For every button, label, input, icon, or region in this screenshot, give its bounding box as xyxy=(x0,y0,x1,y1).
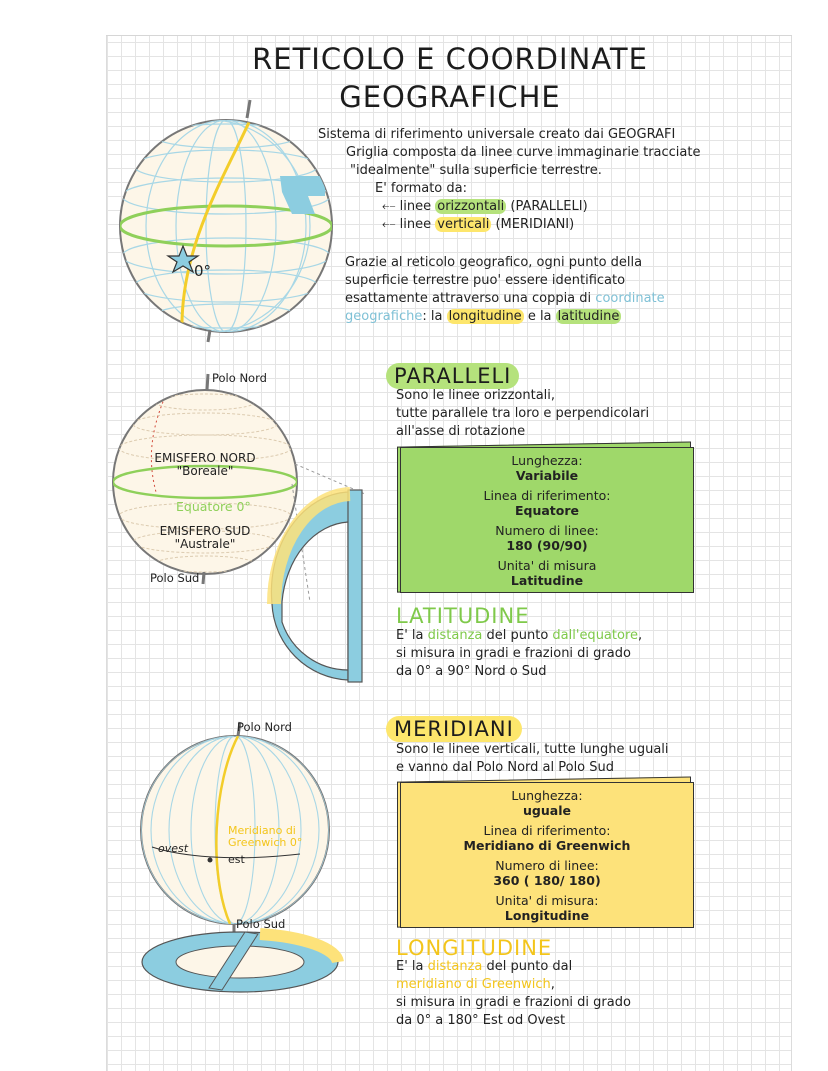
meridiani-card-value-2: 360 ( 180/ 180) xyxy=(493,872,601,888)
intro-line1: Sistema di riferimento universale creato dai GEOGRAFI xyxy=(318,127,676,142)
meridiani-heading: MERIDIANI xyxy=(386,716,522,742)
globe-body xyxy=(120,120,332,332)
intro-item-meridiani: ⤌ linee verticali (MERIDIANI) xyxy=(382,217,575,232)
meridiani-desc-line2: e vanno dal Polo Nord al Polo Sud xyxy=(396,760,615,775)
globe-zero-label: 0° xyxy=(194,262,212,280)
longitudine-line1: E' la distanza del punto dal xyxy=(396,959,573,974)
longitudine-line3: si misura in gradi e frazioni di grado xyxy=(396,995,631,1010)
hemisphere-south-label: EMISFERO SUD xyxy=(159,524,251,538)
latitudine-heading: LATITUDINE xyxy=(396,604,530,628)
paralleli-desc-line2: tutte parallele tra loro e perpendicolari xyxy=(396,406,650,421)
meridiani-card-label-3: Unita' di misura: xyxy=(495,892,599,908)
round-protractor-icon xyxy=(142,932,338,992)
paralleli-card-value-1: Equatore xyxy=(514,502,580,518)
longitudine-line4: da 0° a 180° Est od Ovest xyxy=(396,1013,566,1028)
south-pole-label: Polo Sud xyxy=(150,571,200,585)
greenwich-label-line1: Meridiano di xyxy=(228,824,296,837)
globe-meridiani-illustration xyxy=(130,722,350,1042)
latitudine-line2: si misura in gradi e frazioni di grado xyxy=(396,646,631,661)
meridiani-card-value-1: Meridiano di Greenwich xyxy=(463,837,631,853)
hemisphere-north-alt-label: "Boreale" xyxy=(176,464,234,478)
latitudine-line3: da 0° a 90° Nord o Sud xyxy=(396,664,547,679)
intro-line4: E' formato da: xyxy=(375,181,467,196)
intro-para-line2: superficie terrestre puo' essere identificato xyxy=(345,273,626,288)
west-label: ovest xyxy=(158,842,189,855)
meridiani-north-pole-label: Polo Nord xyxy=(237,720,292,734)
meridiani-card-label-2: Numero di linee: xyxy=(495,857,599,873)
north-pole-label: Polo Nord xyxy=(212,371,267,385)
intro-para-line3: esattamente attraverso una coppia di coordinate xyxy=(345,291,665,306)
latitudine-line1: E' la distanza del punto dall'equatore, xyxy=(396,628,643,643)
longitudine-line2: meridiano di Greenwich, xyxy=(396,977,555,992)
paralleli-card-value-3: Latitudine xyxy=(510,572,584,588)
intro-line3: "idealmente" sulla superficie terrestre. xyxy=(350,163,602,178)
paralleli-card-label-1: Linea di riferimento: xyxy=(483,487,611,503)
globe-grid-illustration xyxy=(110,96,350,346)
greenwich-label-line2: Greenwich 0° xyxy=(228,836,303,849)
equator-label: Equatore 0° xyxy=(176,499,251,514)
paralleli-card-value-2: 180 (90/90) xyxy=(506,537,588,553)
meridiani-card-label-0: Lunghezza: xyxy=(511,787,583,803)
meridiani-card-label-1: Linea di riferimento: xyxy=(483,822,611,838)
meridiani-south-pole-label: Polo Sud xyxy=(236,917,286,931)
meridiani-desc-line1: Sono le linee verticali, tutte lunghe uguali xyxy=(396,742,669,757)
intro-line2: Griglia composta da linee curve immaginarie tracciate xyxy=(346,145,701,160)
top-bar xyxy=(106,0,792,36)
paralleli-card-value-0: Variabile xyxy=(515,467,579,483)
meridiani-card-value-0: uguale xyxy=(523,802,571,818)
meridiani-card-value-3: Longitudine xyxy=(504,907,590,923)
paralleli-card-label-0: Lunghezza: xyxy=(511,452,583,468)
paralleli-card-label-3: Unita' di misura xyxy=(497,557,597,573)
paralleli-card xyxy=(400,447,694,593)
hemisphere-south-alt-label: "Australe" xyxy=(174,537,236,551)
page-title-line1: RETICOLO E COORDINATE xyxy=(252,42,648,76)
hemisphere-north-label: EMISFERO NORD xyxy=(154,451,256,465)
paralleli-card-label-2: Numero di linee: xyxy=(495,522,599,538)
page-title-line2: GEOGRAFICHE xyxy=(339,80,561,114)
intro-para-line1: Grazie al reticolo geografico, ogni punto della xyxy=(345,255,643,270)
east-label: est xyxy=(228,853,245,866)
meridiani-card xyxy=(400,782,694,928)
paralleli-heading: PARALLELI xyxy=(386,363,519,389)
paralleli-desc-line1: Sono le linee orizzontali, xyxy=(396,388,556,403)
intro-item-paralleli: ⤌ linee orizzontali (PARALLELI) xyxy=(382,199,588,214)
intro-para-line4: geografiche: la longitudine e la latitudine xyxy=(345,309,620,324)
paralleli-desc-line3: all'asse di rotazione xyxy=(396,424,526,439)
longitudine-heading: LONGITUDINE xyxy=(396,936,553,960)
